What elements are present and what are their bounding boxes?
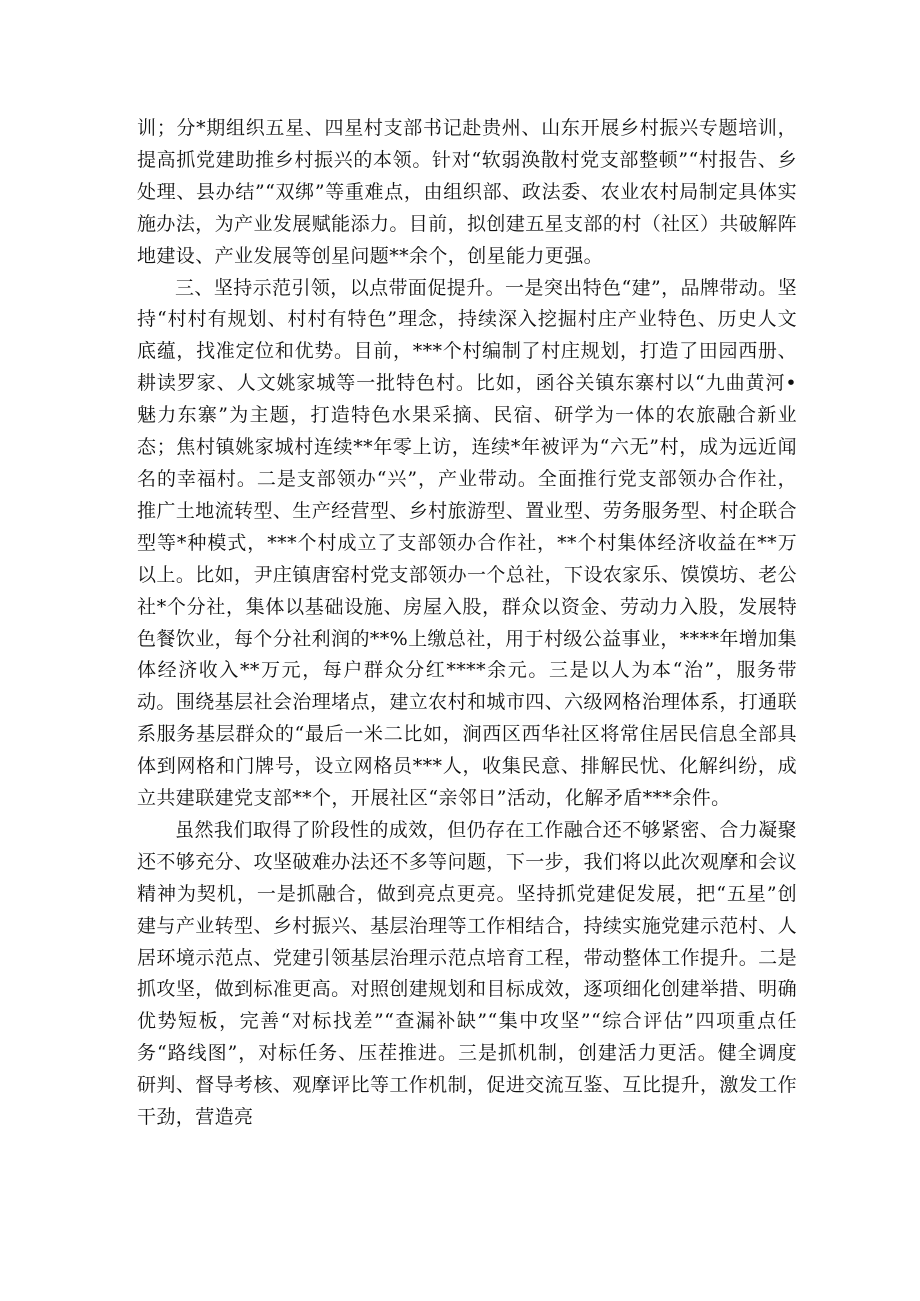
paragraph-section-three: 三、坚持示范引领，以点带面促提升。一是突出特色“建”，品牌带动。坚持“村村有规划、村村有特色”理念，持续深入挖掘村庄产业特色、历史人文底蕴，找准定位和优势。目前，***个村编制了村庄规划，打造了田园西册、耕读罗家、人文姚家城等一批特色村。比如，函谷关镇东寨村以“九曲黄河•魅力东寨”为主题，打造特色水果采摘、民宿、研学为一体的农旅融合新业态；焦村镇姚家城村连续**年零上访，连续*年被评为“六无”村，成为远近闻名的幸福村。二是支部领办“兴”，产业带动。全面推行党支部领办合作社，推广土地流转型、生产经营型、乡村旅游型、置业型、劳务服务型、村企联合型等*种模式，***个村成立了支部领办合作社，**个村集体经济收益在**万以上。比如，尹庄镇唐窑村党支部领办一个总社，下设农家乐、馍馍坊、老公社*个分社，集体以基础设施、房屋入股，群众以资金、劳动力入股，发展特色餐饮业，每个分社利润的**%上缴总社，用于村级公益事业，****年增加集体经济收入**万元，每户群众分红****余元。三是以人为本“治”，服务带动。围绕基层社会治理堵点，建立农村和城市四、六级网格治理体系，打通联系服务基层群众的“最后一米二比如，涧西区西华社区将常住居民信息全部具体到网格和门牌号，设立网格员***人，收集民意、排解民忧、化解纠纷，成立共建联建党支部**个，开展社区“亲邻日”活动，化解矛盾***余件。 <box>137 276 797 810</box>
paragraph-next-steps: 虽然我们取得了阶段性的成效，但仍存在工作融合还不够紧密、合力凝聚还不够充分、攻坚破难办法还不多等问题，下一步，我们将以此次观摩和会议精神为契机，一是抓融合，做到亮点更亮。坚持抓党建促发展，把“五星”创建与产业转型、乡村振兴、基层治理等工作相结合，持续实施党建示范村、人居环境示范点、党建引领基层治理示范点培育工程，带动整体工作提升。二是抓攻坚，做到标准更高。对照创建规划和目标成效，逐项细化创建举措、明确优势短板，完善“对标找差”“查漏补缺”“集中攻坚”“综合评估”四项重点任务“路线图”，对标任务、压茬推进。三是抓机制，创建活力更活。健全调度研判、督导考核、观摩评比等工作机制，促进交流互鉴、互比提升，激发工作干劲，营造亮 <box>137 818 797 1129</box>
paragraph-continuation: 训；分*期组织五星、四星村支部书记赴贵州、山东开展乡村振兴专题培训，提高抓党建助推乡村振兴的本领。针对“软弱涣散村党支部整顿”“村报告、乡处理、县办结”“双绑”等重难点，由组织部、政法委、农业农村局制定具体实施办法，为产业发展赋能添力。目前，拟创建五星支部的村（社区）共破解阵地建设、产业发展等创星问题**余个，创星能力更强。 <box>137 117 797 267</box>
document-body <box>137 113 797 1134</box>
